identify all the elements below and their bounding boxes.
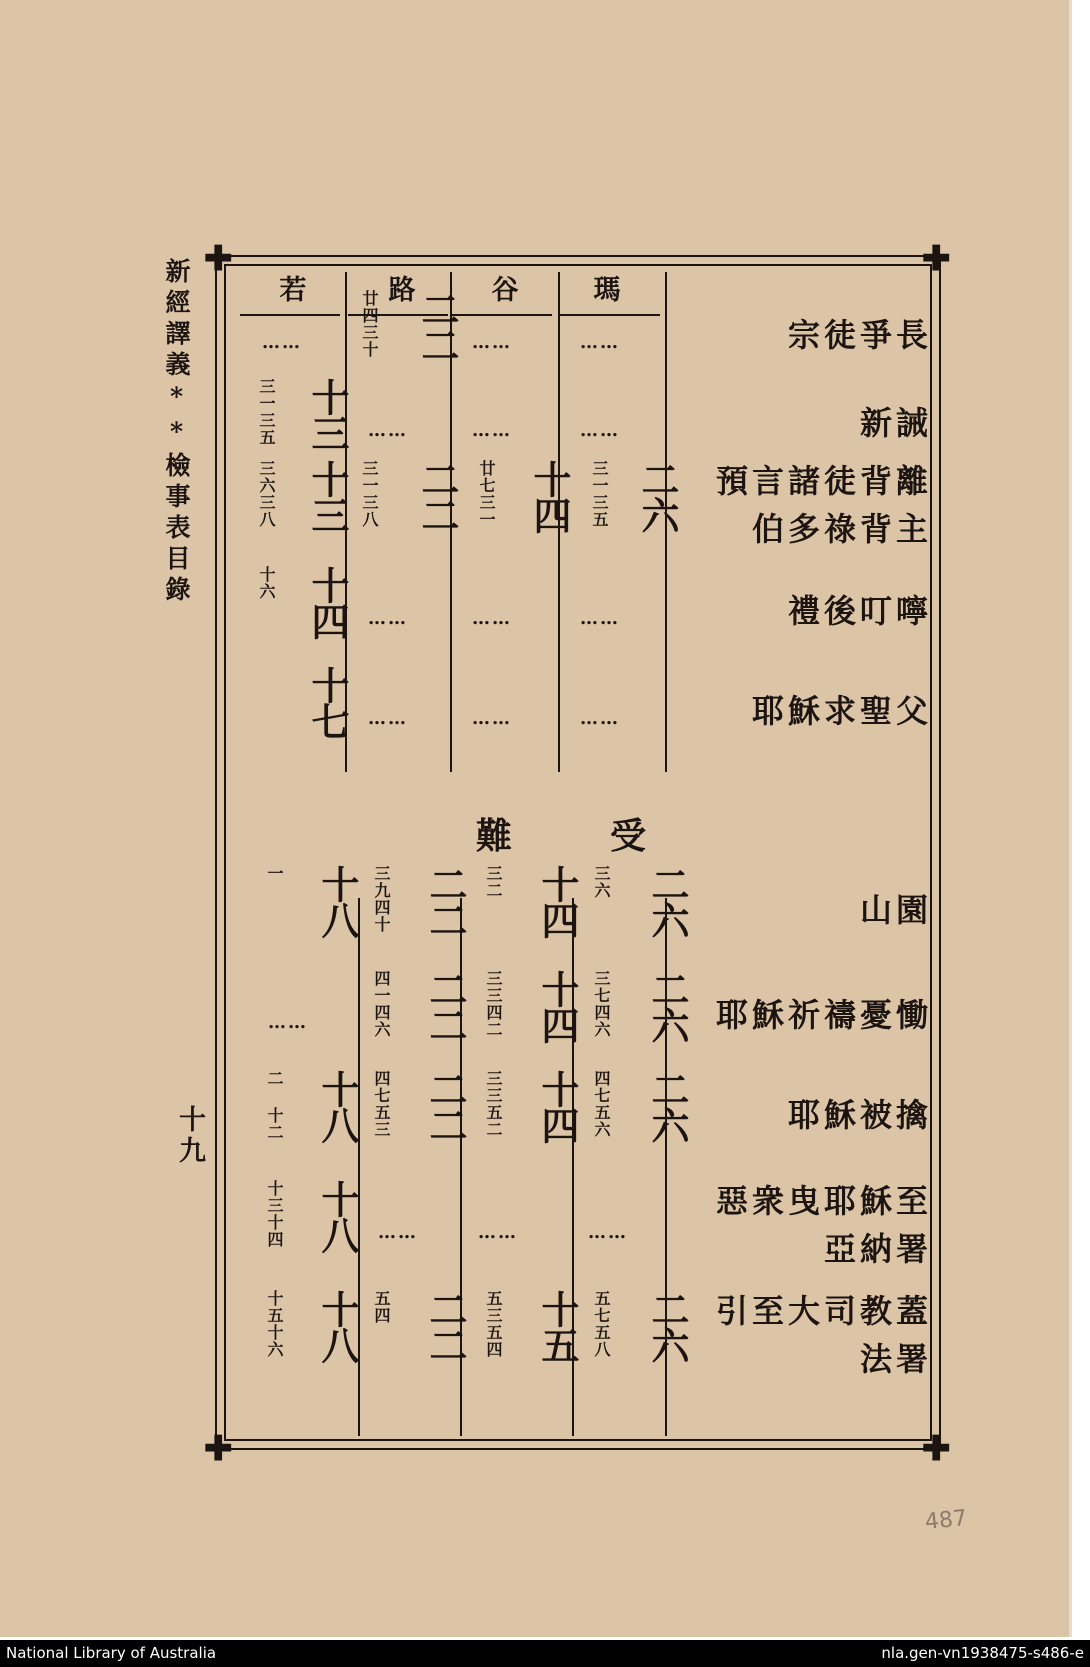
entry-title: 耶穌祈禱憂慟 <box>715 996 932 1034</box>
section-title-char: 受 <box>610 815 647 857</box>
entry-title: 耶穌求聖父 <box>751 692 932 730</box>
corner-ornament-icon: ✚ <box>204 1429 233 1469</box>
leader-dots: …… <box>472 332 512 353</box>
chapter-number: 二六 <box>645 970 690 1042</box>
chapter-number: 十四 <box>527 460 572 532</box>
leader-dots: …… <box>472 608 512 629</box>
verse-range: 四七五三 <box>372 1070 391 1138</box>
verse-range: 一 <box>265 865 284 882</box>
leader-dots: …… <box>580 420 620 441</box>
chapter-number: 二二 <box>423 865 468 937</box>
verse-range: 三三五二 <box>484 1070 503 1138</box>
verse-range: 三二 <box>484 865 503 899</box>
verse-range: 五七五八 <box>592 1290 611 1358</box>
header-rule <box>240 314 340 316</box>
corner-ornament-icon: ✚ <box>922 239 951 279</box>
chapter-number: 十八 <box>315 1180 360 1252</box>
verse-range: 三六 <box>592 865 611 899</box>
leader-dots: …… <box>262 332 302 353</box>
corner-ornament-icon: ✚ <box>922 1429 951 1469</box>
entry-title: 亞納署 <box>823 1230 932 1268</box>
verse-range: 五四 <box>372 1290 391 1324</box>
chapter-number: 二二 <box>415 460 460 532</box>
verse-range: 五三五四 <box>484 1290 503 1358</box>
section-title-char: 難 <box>476 815 513 857</box>
verse-range: 三一三五 <box>257 378 276 446</box>
leader-dots: …… <box>580 708 620 729</box>
leader-dots: …… <box>368 608 408 629</box>
leader-dots: …… <box>472 708 512 729</box>
running-head: 新經譯義**檢事表目錄 <box>162 258 191 607</box>
page-number: 十九 <box>174 1105 205 1167</box>
chapter-number: 十八 <box>315 1290 360 1362</box>
chapter-number: 十四 <box>535 970 580 1042</box>
header-rule <box>560 314 660 316</box>
header-rule <box>452 314 552 316</box>
corner-ornament-icon: ✚ <box>204 239 233 279</box>
entry-title: 預言諸徒背離 <box>715 462 932 500</box>
footer-credit: National Library of Australia <box>6 1644 217 1662</box>
verse-range: 三三四二 <box>484 970 503 1038</box>
leader-dots: …… <box>580 608 620 629</box>
column-header-john: 若 <box>279 275 307 306</box>
entry-title: 新誡 <box>859 404 932 442</box>
leader-dots: …… <box>580 332 620 353</box>
chapter-number: 二二 <box>423 1290 468 1362</box>
chapter-number: 二二 <box>423 970 468 1042</box>
verse-range: 十六 <box>257 566 276 600</box>
chapter-number: 二六 <box>645 865 690 937</box>
chapter-number: 十八 <box>315 1070 360 1142</box>
leader-dots: …… <box>588 1222 628 1243</box>
leader-dots: …… <box>368 708 408 729</box>
chapter-number: 十五 <box>535 1290 580 1362</box>
chapter-number: 二六 <box>645 1290 690 1362</box>
chapter-number: 十七 <box>305 666 350 738</box>
footer-identifier: nla.gen-vn1938475-s486-e <box>881 1644 1084 1662</box>
entry-title: 法署 <box>859 1340 932 1378</box>
column-header-luke: 路 <box>388 275 416 306</box>
chapter-number: 二二 <box>423 1070 468 1142</box>
chapter-number: 二六 <box>645 1070 690 1142</box>
verse-range: 三一三五 <box>590 460 609 528</box>
footer-bar <box>0 1640 1090 1667</box>
verse-range: 十五十六 <box>265 1290 284 1358</box>
leader-dots: …… <box>268 1012 308 1033</box>
verse-range: 四七五六 <box>592 1070 611 1138</box>
chapter-number: 十三 <box>305 460 350 532</box>
column-header-mark: 谷 <box>491 275 519 306</box>
verse-range: 三九四十 <box>372 865 391 933</box>
leader-dots: …… <box>472 420 512 441</box>
chapter-number: 二二 <box>415 290 460 362</box>
entry-title: 惡衆曳耶穌至 <box>715 1182 932 1220</box>
chapter-number: 十三 <box>305 378 350 450</box>
entry-title: 引至大司教蓋 <box>715 1292 932 1330</box>
chapter-number: 十四 <box>305 566 350 638</box>
verse-range: 十三十四 <box>265 1180 284 1248</box>
verse-range: 三七四六 <box>592 970 611 1038</box>
entry-title: 耶穌被擒 <box>787 1096 932 1134</box>
pencil-note: 487 <box>923 1505 969 1536</box>
verse-range: 三一三八 <box>360 460 379 528</box>
chapter-number: 十四 <box>535 865 580 937</box>
leader-dots: …… <box>368 420 408 441</box>
chapter-number: 二六 <box>635 460 680 532</box>
entry-title: 伯多祿背主 <box>751 510 932 548</box>
entry-title: 山園 <box>859 891 932 929</box>
verse-range: 三六三八 <box>257 460 276 528</box>
verse-range: 二 十二 <box>265 1070 284 1141</box>
chapter-number: 十八 <box>315 865 360 937</box>
leader-dots: …… <box>378 1222 418 1243</box>
verse-range: 四一四六 <box>372 970 391 1038</box>
chapter-number: 十四 <box>535 1070 580 1142</box>
verse-range: 廿七三一 <box>477 460 496 528</box>
entry-title: 宗徒爭長 <box>787 316 932 354</box>
column-header-matthew: 瑪 <box>593 275 621 306</box>
verse-range: 廿四三十 <box>360 290 379 358</box>
entry-title: 禮後叮嚀 <box>787 592 932 630</box>
leader-dots: …… <box>478 1222 518 1243</box>
